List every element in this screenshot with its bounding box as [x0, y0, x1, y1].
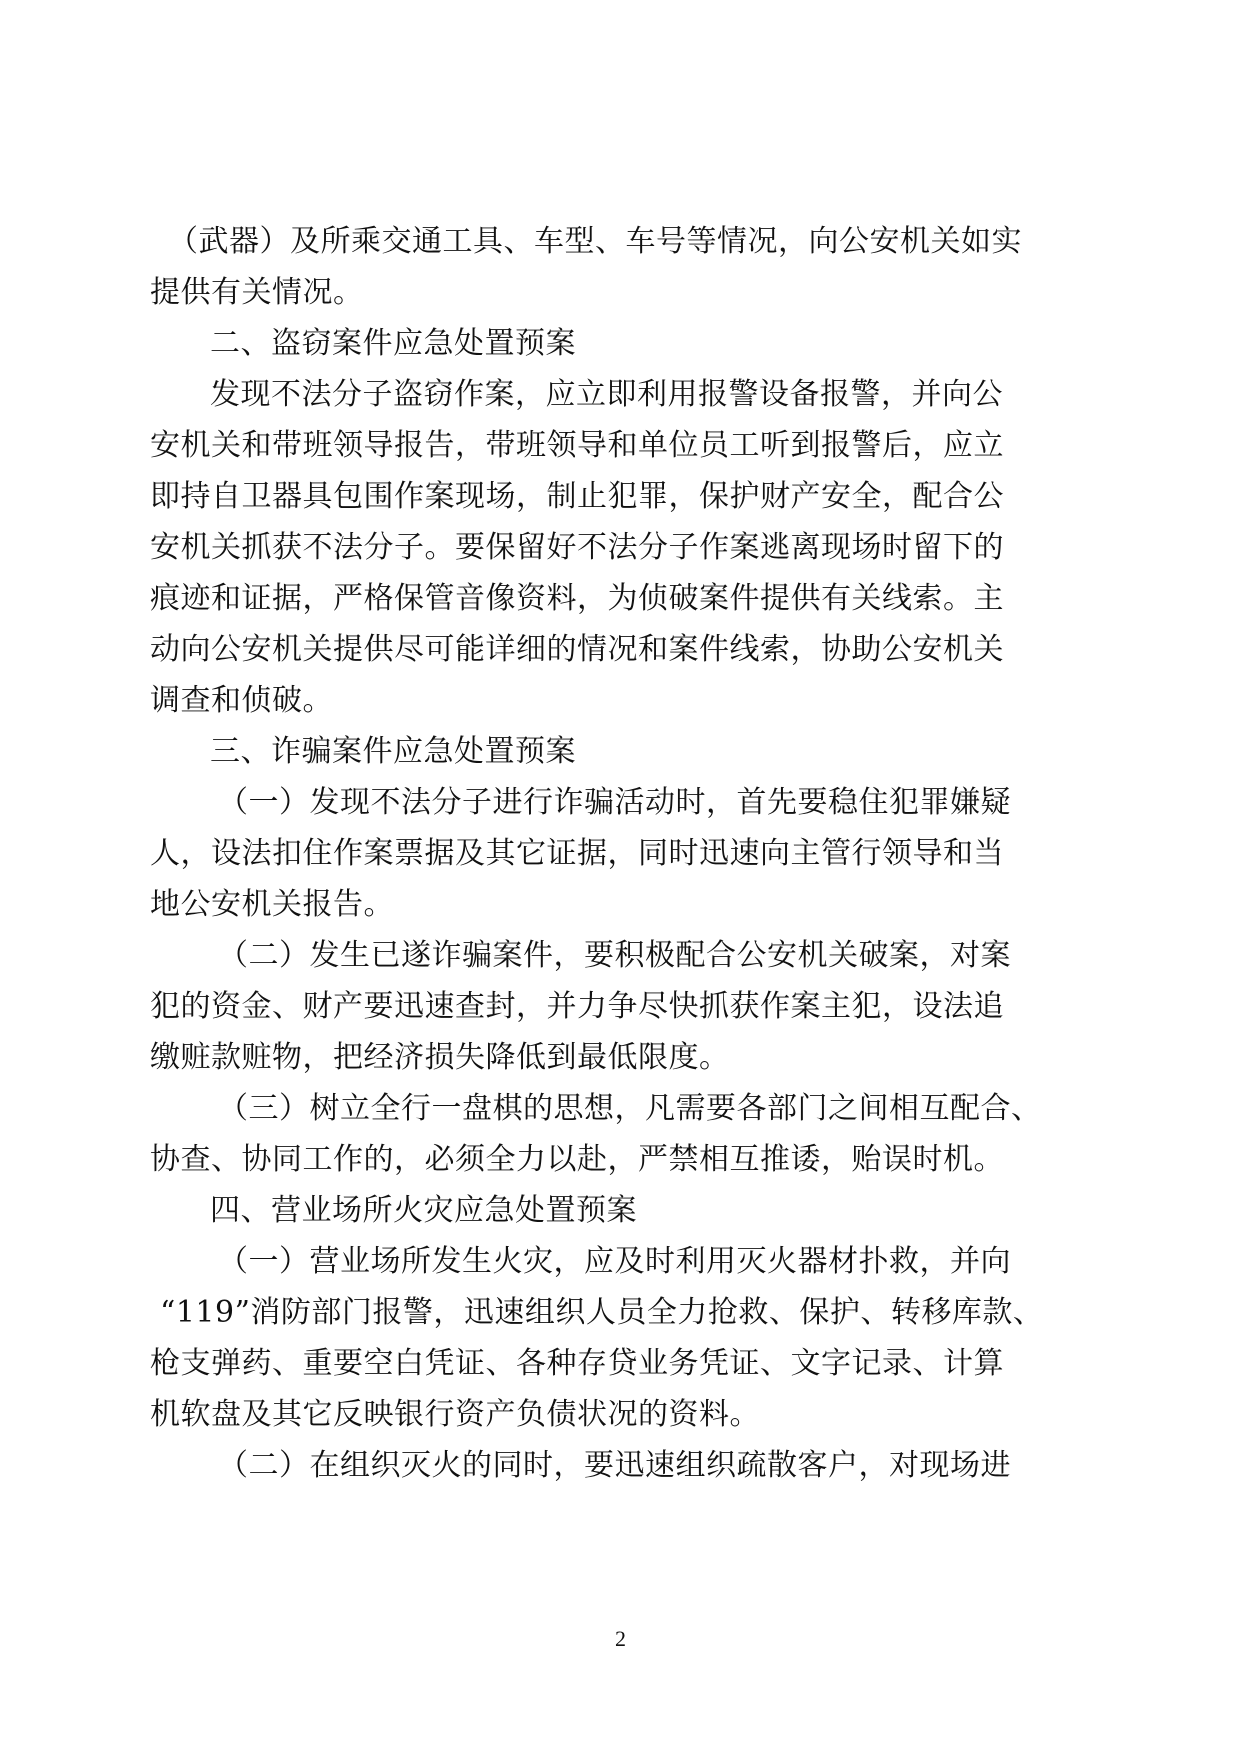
- body-line: （武器）及所乘交通工具、车型、车号等情况，向公安机关如实: [168, 224, 1022, 259]
- body-line: 地公安机关报告。: [150, 887, 394, 922]
- body-line: （一）营业场所发生火灾，应及时利用灭火器材扑救，并向: [218, 1244, 1011, 1279]
- body-line: 人，设法扣住作案票据及其它证据，同时迅速向主管行领导和当: [150, 836, 1004, 871]
- section-heading: 三、诈骗案件应急处置预案: [210, 734, 576, 769]
- body-line: 即持自卫器具包围作案现场，制止犯罪，保护财产安全，配合公: [150, 479, 1004, 514]
- body-line: 机软盘及其它反映银行资产负债状况的资料。: [150, 1397, 760, 1432]
- body-line: （二）在组织灭火的同时，要迅速组织疏散客户，对现场进: [218, 1448, 1011, 1483]
- body-line: 缴赃款赃物，把经济损失降低到最低限度。: [150, 1040, 730, 1075]
- body-line: 动向公安机关提供尽可能详细的情况和案件线索，协助公安机关: [150, 632, 1004, 667]
- body-line: “119”消防部门报警，迅速组织人员全力抢救、保护、转移库款、: [160, 1295, 1044, 1330]
- section-heading: 四、营业场所火灾应急处置预案: [210, 1193, 637, 1228]
- body-line: （二）发生已遂诈骗案件，要积极配合公安机关破案，对案: [218, 938, 1011, 973]
- body-line: （一）发现不法分子进行诈骗活动时，首先要稳住犯罪嫌疑: [218, 785, 1011, 820]
- section-heading: 二、盗窃案件应急处置预案: [210, 326, 576, 361]
- body-line: 枪支弹药、重要空白凭证、各种存贷业务凭证、文字记录、计算: [150, 1346, 1004, 1381]
- body-line: （三）树立全行一盘棋的思想，凡需要各部门之间相互配合、: [218, 1091, 1042, 1126]
- body-line: 安机关和带班领导报告，带班领导和单位员工听到报警后，应立: [150, 428, 1004, 463]
- body-line: 安机关抓获不法分子。要保留好不法分子作案逃离现场时留下的: [150, 530, 1004, 565]
- body-line: 痕迹和证据，严格保管音像资料，为侦破案件提供有关线索。主: [150, 581, 1004, 616]
- body-line: 发现不法分子盗窃作案，应立即利用报警设备报警，并向公: [210, 377, 1003, 412]
- body-line: 提供有关情况。: [150, 275, 364, 310]
- body-line: 协查、协同工作的，必须全力以赴，严禁相互推诿，贻误时机。: [150, 1142, 1004, 1177]
- page-number: 2: [615, 1626, 626, 1651]
- body-line: 调查和侦破。: [150, 683, 333, 718]
- body-line: 犯的资金、财产要迅速查封，并力争尽快抓获作案主犯，设法追: [150, 989, 1004, 1024]
